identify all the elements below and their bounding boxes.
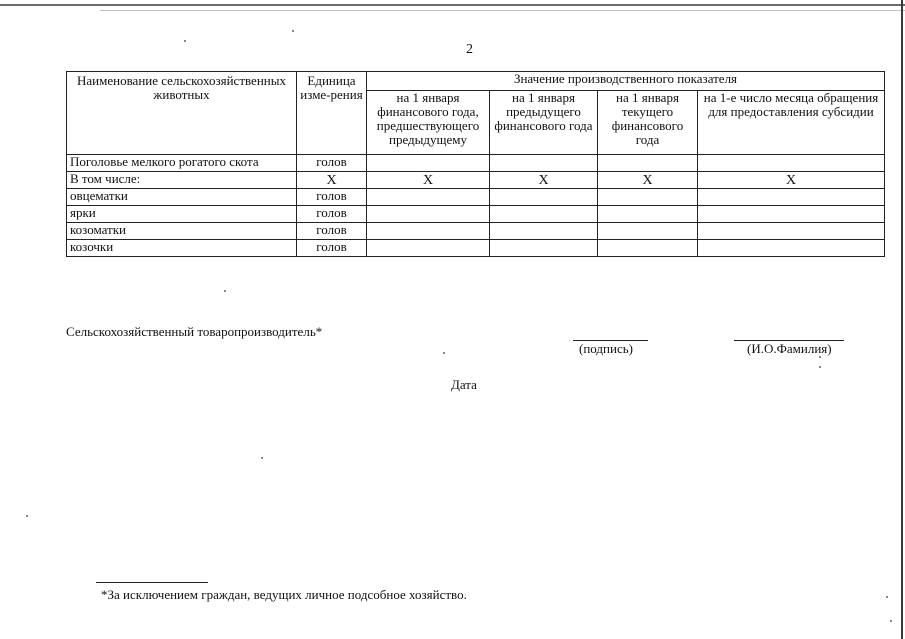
scan-speck [224, 290, 226, 292]
value-cell[interactable] [598, 240, 698, 257]
table-row [67, 240, 885, 257]
value-cell[interactable] [598, 223, 698, 240]
value-cell[interactable] [367, 223, 490, 240]
row-unit: голов [297, 223, 367, 240]
row-name: Поголовье мелкого рогатого скота [67, 155, 297, 172]
table-row [67, 172, 885, 189]
scan-speck [819, 366, 821, 368]
scan-right-border [901, 0, 903, 639]
row-unit: голов [297, 189, 367, 206]
date-label: Дата [451, 377, 477, 392]
row-unit: голов [297, 240, 367, 257]
header-animal-name: Наименование сельскохозяйственных животных [67, 72, 297, 155]
row-name: козочки [67, 240, 297, 257]
value-cell[interactable] [698, 206, 885, 223]
header-sub-col-3: на 1 января текущего финансового года [598, 91, 698, 155]
row-name: В том числе: [67, 172, 297, 189]
scan-speck [184, 40, 186, 42]
header-value-group: Значение производственного показателя [367, 72, 885, 91]
value-cell[interactable] [598, 206, 698, 223]
table-row [67, 206, 885, 223]
value-cell[interactable] [367, 206, 490, 223]
value-cell[interactable] [490, 206, 598, 223]
scan-speck [292, 30, 294, 32]
row-name: ярки [67, 206, 297, 223]
row-name: козоматки [67, 223, 297, 240]
value-cell[interactable] [490, 155, 598, 172]
scan-speck [819, 356, 821, 358]
table-row [67, 155, 885, 172]
value-cell[interactable] [367, 240, 490, 257]
value-cell[interactable] [367, 155, 490, 172]
value-cell[interactable] [698, 223, 885, 240]
row-unit: голов [297, 155, 367, 172]
scan-speck [886, 596, 888, 598]
value-cell[interactable] [698, 240, 885, 257]
value-cell[interactable] [698, 155, 885, 172]
livestock-table [66, 71, 885, 257]
scan-speck [443, 352, 445, 354]
scan-speck [890, 620, 892, 622]
producer-label: Сельскохозяйственный товаропроизводитель* [66, 324, 323, 339]
scan-top-border-faint [100, 10, 905, 11]
table-row [67, 223, 885, 240]
value-cell[interactable] [490, 189, 598, 206]
value-cell[interactable] [367, 189, 490, 206]
page-number: 2 [466, 42, 473, 57]
value-cell[interactable] [698, 189, 885, 206]
value-cell[interactable] [490, 240, 598, 257]
header-sub-col-4: на 1-е число месяца обращения для предоставления субсидии [698, 91, 885, 155]
table-row [67, 189, 885, 206]
value-cell[interactable] [598, 155, 698, 172]
header-unit: Единица изме-рения [297, 72, 367, 155]
name-caption: (И.О.Фамилия) [747, 341, 832, 356]
row-unit: голов [297, 206, 367, 223]
value-cell[interactable] [598, 189, 698, 206]
value-cell[interactable] [490, 223, 598, 240]
scan-speck [26, 515, 28, 517]
scan-speck [261, 457, 263, 459]
table-header-row [67, 72, 885, 91]
x-mark: X [698, 172, 885, 189]
x-mark: X [490, 172, 598, 189]
header-sub-col-2: на 1 января предыдущего финансового года [490, 91, 598, 155]
footnote: *За исключением граждан, ведущих личное подсобное хозяйство. [101, 587, 467, 602]
x-mark: X [598, 172, 698, 189]
header-sub-col-1: на 1 января финансового года, предшествующего предыдущему [367, 91, 490, 155]
footnote-rule [96, 582, 208, 583]
x-mark: X [367, 172, 490, 189]
row-name: овцематки [67, 189, 297, 206]
signature-caption: (подпись) [579, 341, 633, 356]
scan-top-border [0, 4, 905, 6]
x-mark: X [297, 172, 367, 189]
